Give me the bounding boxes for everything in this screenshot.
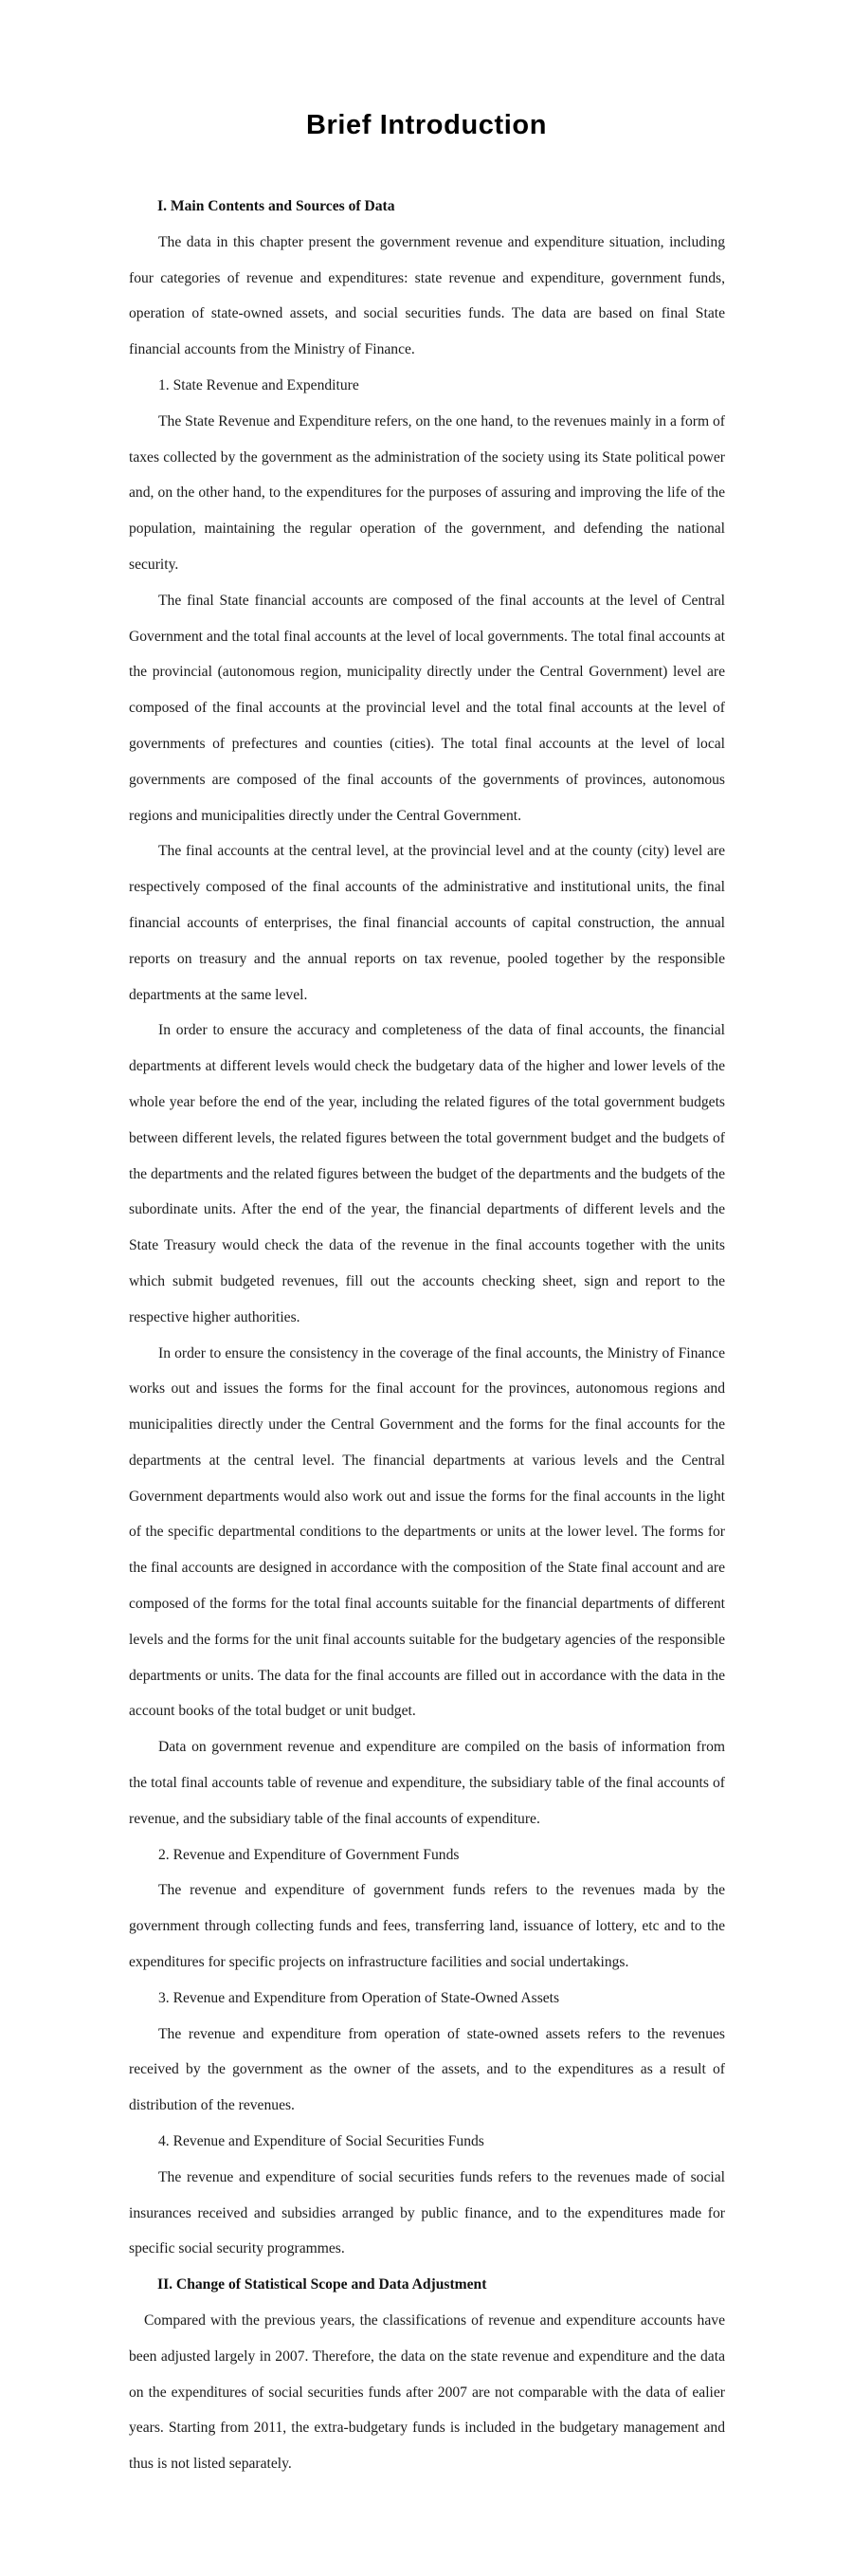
subheading-social-securities: 4. Revenue and Expenditure of Social Securities Funds xyxy=(158,2133,484,2150)
paragraph-consistency-forms: In order to ensure the consistency in the coverage of the final accounts, the Ministry of Finance works out and issues the forms for the final account for the provinces, autonomous regions and municipalities directly under the Central Government and the forms for the final accounts for the departments at the central level. The financial departments at various levels and the Central Government departments would also work out and issue the forms for the final accounts in the light of the specific departmental conditions to the departments or units at the lower level. The forms for the final accounts are designed in accordance with the composition of the State final account and are composed of the forms for the total final accounts suitable for the financial departments of different levels and the forms for the unit final accounts suitable for the budgetary agencies of the responsible departments or units. The data for the final accounts are filled out in accordance with the data in the account books of the total budget or unit budget. xyxy=(129,1344,725,1720)
paragraph-scope-adjustment: Compared with the previous years, the classifications of revenue and expenditure accounts have been adjusted largely in 2007. Therefore, the data on the state revenue and expenditure and the data on the expenditures of social securities funds after 2007 are not comparable with the data of ealier years. Starting from 2011, the extra-budgetary funds is included in the budgetary management and thus is not listed separately. xyxy=(129,2312,725,2473)
subheading-state-owned-assets: 3. Revenue and Expenditure from Operation of State-Owned Assets xyxy=(158,1989,560,2006)
section-heading-main-contents: I. Main Contents and Sources of Data xyxy=(157,198,395,214)
paragraph-data-compilation: Data on government revenue and expenditure are compiled on the basis of information from the total final accounts table of revenue and expenditure, the subsidiary table of the final accounts of revenue, and the subsidiary table of the final accounts of expenditure. xyxy=(129,1739,725,1827)
paragraph-data-overview: The data in this chapter present the government revenue and expenditure situation, including four categories of revenue and expenditures: state revenue and expenditure, government funds, operation of state-owned assets, and social securities funds. The data are based on final State financial accounts from the Ministry of Finance. xyxy=(129,233,725,358)
paragraph-accuracy-checks: In order to ensure the accuracy and completeness of the data of final accounts, the financial departments at different levels would check the budgetary data of the higher and lower levels of the whole year before the end of the year, including the related figures of the total government budgets between different levels, the related figures between the total government budget and the budgets of the departments and the related figures between the budget of the departments and the budgets of the subordinate units. After the end of the year, the financial departments of different levels and the State Treasury would check the data of the revenue in the final accounts together with the units which submit budgeted revenues, fill out the accounts checking sheet, sign and report to the respective higher authorities. xyxy=(129,1022,725,1325)
paragraph-state-revenue-definition: The State Revenue and Expenditure refers, on the one hand, to the revenues mainly in a form of taxes collected by the government as the administration of the society using its State political power and, on the other hand, to the expenditures for the purposes of assuring and improving the life of the population, maintaining the regular operation of the government, and defending the national security. xyxy=(129,412,725,573)
document-body xyxy=(129,189,725,2482)
paragraph-levels-composition: The final accounts at the central level, at the provincial level and at the county (city) level are respectively composed of the final accounts of the administrative and institutional units, the final financial accounts of enterprises, the final financial accounts of capital construction, the annual reports on treasury and the annual reports on tax revenue, pooled together by the responsible departments at the same level. xyxy=(129,843,725,1003)
paragraph-social-securities: The revenue and expenditure of social securities funds refers to the revenues made of social insurances received and subsidies arranged by public finance, and to the expenditures made for specific social security programmes. xyxy=(129,2168,725,2257)
paragraph-government-funds: The revenue and expenditure of government funds refers to the revenues mada by the government through collecting funds and fees, transferring land, issuance of lottery, etc and to the expenditures for specific projects on infrastructure facilities and social undertakings. xyxy=(129,1882,725,1971)
section-heading-scope-change: II. Change of Statistical Scope and Data Adjustment xyxy=(157,2276,487,2293)
page-title: Brief Introduction xyxy=(305,110,548,140)
paragraph-final-accounts-composition: The final State financial accounts are composed of the final accounts at the level of Central Government and the total final accounts at the level of local governments. The total final accounts at the provincial (autonomous region, municipality directly under the Central Government) level are composed of the final accounts at the provincial level and the total final accounts at the level of governments of prefectures and counties (cities). The total final accounts at the level of local governments are composed of the final accounts of the governments of provinces, autonomous regions and municipalities directly under the Central Government. xyxy=(129,592,725,824)
paragraph-state-owned-assets: The revenue and expenditure from operation of state-owned assets refers to the revenues received by the government as the owner of the assets, and to the expenditures as a result of distribution of the revenues. xyxy=(129,2025,725,2114)
subheading-state-revenue: 1. State Revenue and Expenditure xyxy=(158,376,359,393)
subheading-government-funds: 2. Revenue and Expenditure of Government Funds xyxy=(158,1846,460,1863)
